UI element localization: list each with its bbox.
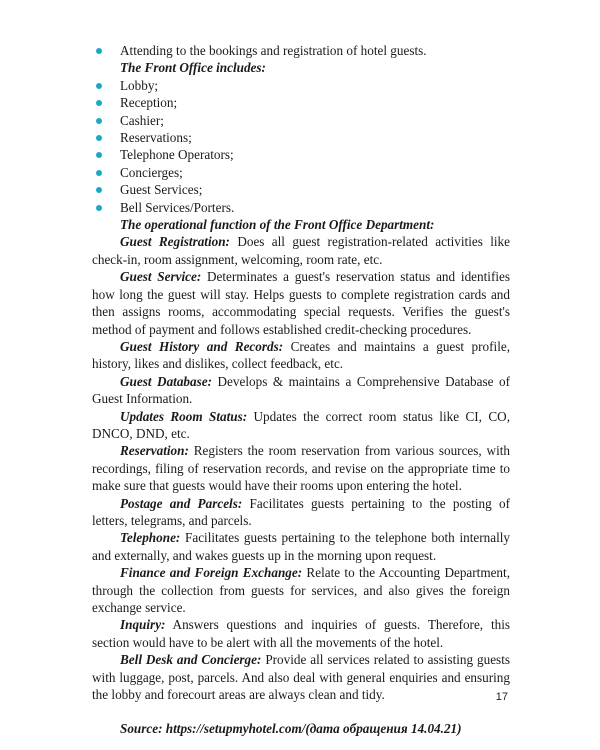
document-page bbox=[92, 42, 510, 738]
function-paragraph: Inquiry: Answers questions and inquiries of guests. Therefore, this section would have to be alert with all the movements of the hotel. bbox=[92, 617, 510, 650]
function-paragraph: Telephone: Facilitates guests pertaining to the telephone both internally and externally, and wakes guests up in the morning upon request. bbox=[92, 530, 510, 563]
source-citation: Source: https://setupmyhotel.com/(дата обращения 14.04.21) bbox=[120, 721, 462, 737]
function-paragraph: Finance and Foreign Exchange: Relate to the Accounting Department, through the collection from guests for services, and also gives the foreign exchange service. bbox=[92, 565, 510, 615]
function-term: Reservation: bbox=[120, 443, 189, 459]
includes-heading: The Front Office includes: bbox=[120, 60, 266, 76]
bullet-icon bbox=[96, 152, 102, 158]
function-paragraph: Bell Desk and Concierge: Provide all services related to assisting guests with luggage, post, parcels. And also deal with general enquiries and ensuring the lobby and forecourt areas are always clean and tidy. bbox=[92, 652, 510, 703]
includes-list bbox=[92, 77, 510, 216]
function-paragraph: Guest Service: Determinates a guest's reservation status and identifies how long the guest will stay. Helps guests to complete registration cards and then assigns rooms, accommodating special requests. Verifies the guest's method of payment and follows established credit-checking procedures. bbox=[92, 269, 510, 337]
bullet-icon bbox=[96, 48, 102, 54]
list-item: Telephone Operators; bbox=[92, 146, 510, 163]
function-paragraph: Guest Registration: Does all guest registration-related activities like check-in, room assignment, welcoming, room rate, etc. bbox=[92, 234, 510, 267]
page-number: 17 bbox=[495, 691, 508, 703]
function-term: Finance and Foreign Exchange: bbox=[120, 565, 303, 581]
function-term: Guest History and Records: bbox=[120, 338, 284, 354]
list-item: Lobby; bbox=[92, 77, 510, 94]
list-item: Cashier; bbox=[92, 112, 510, 129]
function-term: Guest Service: bbox=[120, 269, 202, 285]
list-item: Guest Services; bbox=[92, 181, 510, 198]
functions-heading: The operational function of the Front Office Department: bbox=[120, 217, 435, 233]
function-term: Telephone: bbox=[120, 530, 181, 546]
bullet-icon bbox=[96, 187, 102, 193]
bullet-icon bbox=[96, 100, 102, 106]
list-item: Reservations; bbox=[92, 129, 510, 146]
bullet-icon bbox=[96, 118, 102, 124]
list-item: Concierges; bbox=[92, 164, 510, 181]
function-term: Guest Registration: bbox=[120, 234, 230, 250]
list-item: Reception; bbox=[92, 94, 510, 111]
function-paragraph: Guest Database: Develops & maintains a Comprehensive Database of Guest Information. bbox=[92, 373, 510, 407]
intro-list bbox=[92, 42, 510, 59]
function-paragraph: Guest History and Records: Creates and maintains a guest profile, history, likes and dislikes, collect feedback, etc. bbox=[92, 338, 511, 372]
list-item: Attending to the bookings and registration of hotel guests. bbox=[92, 42, 510, 59]
function-term: Inquiry: bbox=[120, 617, 166, 633]
function-term: Postage and Parcels: bbox=[120, 495, 243, 511]
function-term: Bell Desk and Concierge: bbox=[120, 652, 262, 668]
bullet-icon bbox=[96, 135, 102, 141]
bullet-icon bbox=[96, 170, 102, 176]
function-term: Updates Room Status: bbox=[120, 408, 248, 424]
bullet-icon bbox=[96, 205, 102, 211]
function-paragraph: Updates Room Status: Updates the correct room status like CI, CO, DNCO, DND, etc. bbox=[92, 408, 510, 441]
bullet-icon bbox=[96, 83, 102, 89]
list-item: Bell Services/Porters. bbox=[92, 199, 510, 216]
function-paragraph: Postage and Parcels: Facilitates guests pertaining to the posting of letters, telegrams, and parcels. bbox=[92, 495, 511, 528]
function-paragraph: Reservation: Registers the room reservation from various sources, with recordings, filing of reservation records, and revise on the appropriate time to make sure that guests would have their rooms upon entering the hotel. bbox=[92, 443, 510, 494]
function-term: Guest Database: bbox=[120, 373, 212, 389]
